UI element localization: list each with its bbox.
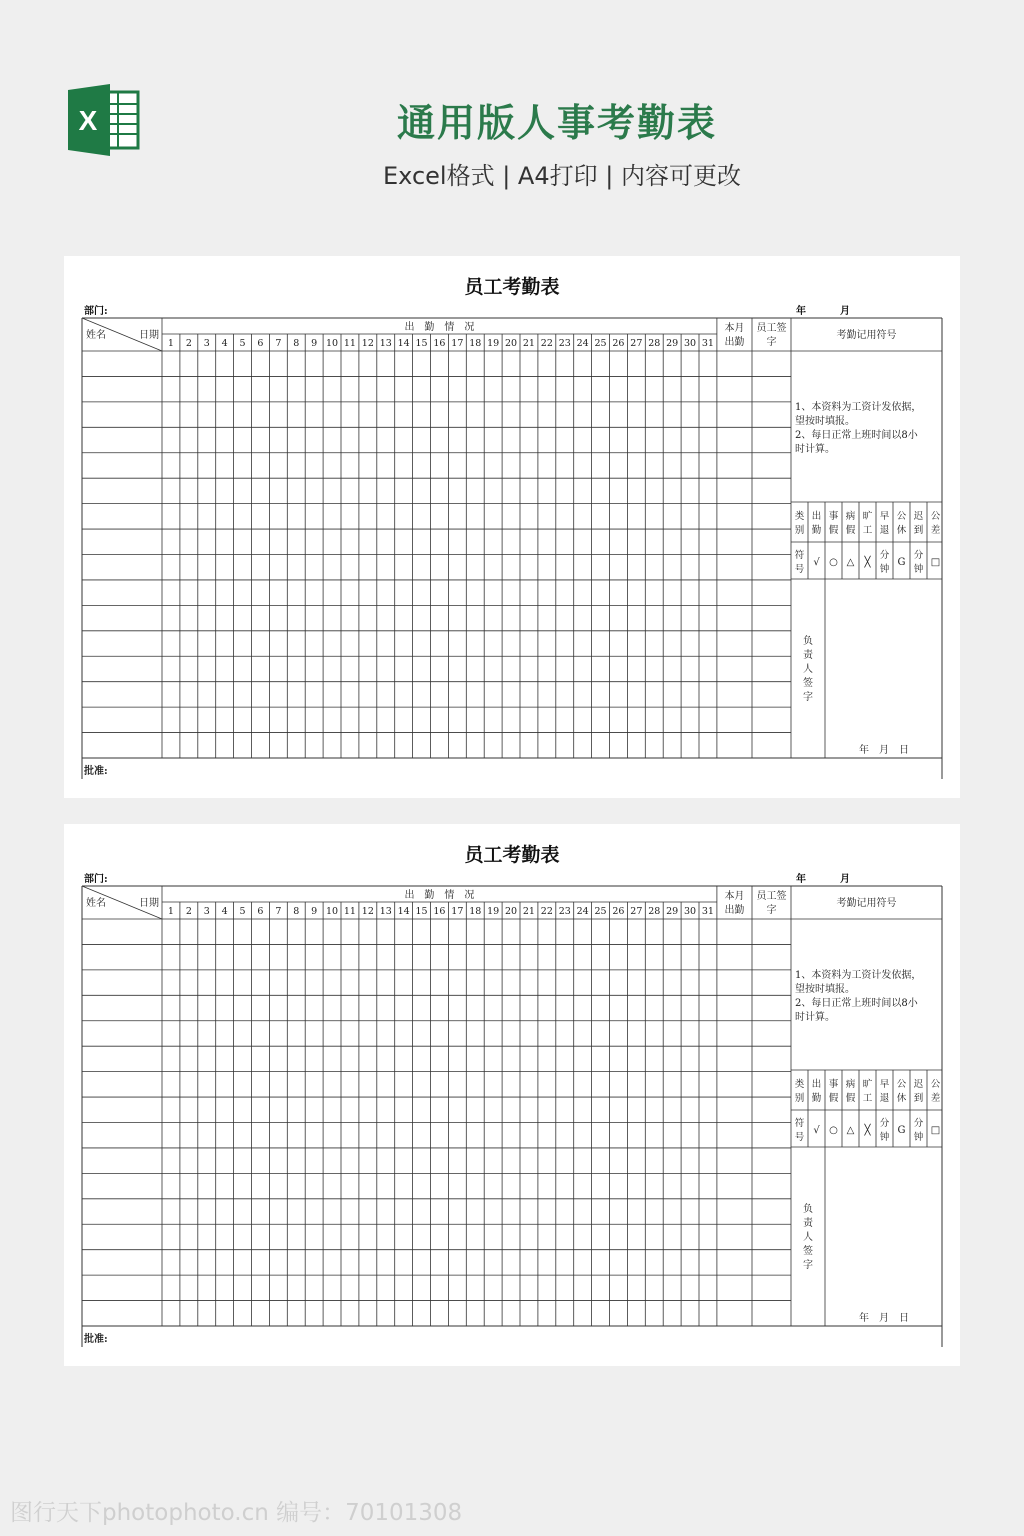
legend-name: 到 — [913, 1093, 924, 1104]
legend-name: 公 — [930, 511, 941, 522]
day-number: 1 — [167, 906, 174, 917]
note-text: 1、本资料为工资计发依据， — [795, 402, 922, 413]
name-label: 姓名 — [86, 898, 106, 909]
legend-name: 退 — [879, 525, 890, 536]
day-number: 23 — [558, 906, 571, 917]
legend-name: 出 — [811, 1079, 822, 1090]
legend-name: 假 — [828, 1093, 839, 1104]
day-number: 15 — [415, 906, 428, 917]
legend-symbol-label: 号 — [794, 1132, 805, 1143]
attendance-sheet-2 — [64, 824, 960, 1366]
legend-name: 休 — [896, 525, 907, 536]
legend-symbol: ○ — [829, 557, 838, 568]
day-number: 23 — [558, 338, 571, 349]
note-text: 望按时填报。 — [795, 984, 855, 995]
watermark: 图行天下photophoto.cn 编号：70101308 — [10, 1500, 463, 1526]
legend-symbol: 钟 — [879, 1132, 890, 1143]
day-number: 10 — [326, 906, 339, 917]
legend-symbol: 分 — [879, 1118, 890, 1129]
day-number: 14 — [397, 906, 410, 917]
legend-name: 旷 — [862, 511, 873, 522]
manager-sign-label: 签 — [803, 678, 813, 689]
employee-sign-label: 字 — [766, 905, 777, 916]
legend-symbol: 钟 — [879, 564, 890, 575]
day-number: 20 — [505, 338, 518, 349]
manager-sign-label: 负 — [803, 636, 813, 647]
sheet-title: 员工考勤表 — [464, 844, 560, 866]
dept-label: 部门: — [84, 874, 108, 885]
employee-sign-label: 字 — [766, 337, 777, 348]
note-text: 1、本资料为工资计发依据， — [795, 970, 922, 981]
legend-symbol-label: 符 — [794, 1118, 805, 1129]
employee-sign-label: 员工签 — [756, 891, 787, 902]
legend-symbol: ○ — [829, 1125, 838, 1136]
day-number: 7 — [275, 906, 282, 917]
legend-name: 事 — [828, 511, 839, 522]
day-number: 13 — [379, 906, 392, 917]
day-number: 30 — [684, 906, 697, 917]
legend-name: 假 — [845, 1093, 856, 1104]
approve-label: 批准: — [84, 1334, 108, 1345]
manager-sign-label: 责 — [803, 1218, 813, 1229]
legend-name: 退 — [879, 1093, 890, 1104]
day-number: 19 — [487, 338, 500, 349]
employee-sign-label: 员工签 — [756, 323, 787, 334]
legend-name: 工 — [862, 525, 873, 536]
month-attendance-label: 出勤 — [724, 905, 745, 916]
day-number: 2 — [185, 338, 192, 349]
legend-symbol: √ — [813, 1125, 820, 1136]
day-number: 21 — [522, 338, 535, 349]
day-number: 25 — [594, 906, 607, 917]
attendance-header: 出 勤 情 况 — [404, 322, 475, 333]
sheet-title: 员工考勤表 — [464, 276, 560, 298]
day-number: 22 — [540, 906, 553, 917]
day-number: 26 — [612, 906, 625, 917]
legend-symbol: 分 — [879, 550, 890, 561]
legend-category-label: 别 — [794, 1093, 805, 1104]
day-number: 7 — [275, 338, 282, 349]
legend-name: 病 — [845, 1079, 856, 1090]
day-number: 28 — [648, 906, 661, 917]
legend-name: 差 — [930, 525, 941, 536]
day-number: 22 — [540, 338, 553, 349]
legend-category-label: 别 — [794, 525, 805, 536]
year-label: 年 — [796, 306, 806, 317]
day-number: 10 — [326, 338, 339, 349]
legend-name: 出 — [811, 511, 822, 522]
day-number: 5 — [239, 338, 246, 349]
day-number: 9 — [311, 906, 318, 917]
day-number: 16 — [433, 338, 446, 349]
legend-name: 迟 — [913, 511, 924, 522]
legend-name: 勤 — [811, 525, 822, 536]
legend-symbol: G — [897, 557, 906, 568]
legend-name: 假 — [845, 525, 856, 536]
legend-symbol-label: 号 — [794, 564, 805, 575]
legend-name: 早 — [879, 511, 890, 522]
legend-name: 休 — [896, 1093, 907, 1104]
day-number: 18 — [469, 338, 482, 349]
day-number: 25 — [594, 338, 607, 349]
day-number: 14 — [397, 338, 410, 349]
attendance-sheet-1 — [64, 256, 960, 798]
legend-symbol-label: 符 — [794, 550, 805, 561]
day-number: 4 — [221, 338, 228, 349]
day-number: 12 — [361, 338, 374, 349]
day-number: 4 — [221, 906, 228, 917]
legend-symbol: □ — [930, 557, 941, 568]
day-number: 17 — [451, 338, 464, 349]
day-number: 20 — [505, 906, 518, 917]
legend-symbol: □ — [930, 1125, 941, 1136]
day-number: 6 — [257, 338, 264, 349]
day-number: 13 — [379, 338, 392, 349]
day-number: 24 — [576, 906, 589, 917]
day-number: 12 — [361, 906, 374, 917]
day-number: 30 — [684, 338, 697, 349]
day-number: 21 — [522, 906, 535, 917]
legend-symbol: 钟 — [913, 564, 924, 575]
dept-label: 部门: — [84, 306, 108, 317]
day-number: 17 — [451, 906, 464, 917]
manager-sign-label: 签 — [803, 1246, 813, 1257]
symbols-header: 考勤记用符号 — [836, 898, 897, 909]
legend-category-label: 类 — [794, 511, 805, 522]
legend-symbol: △ — [846, 557, 855, 568]
month-label: 月 — [840, 874, 850, 885]
legend-name: 到 — [913, 525, 924, 536]
legend-name: 勤 — [811, 1093, 822, 1104]
legend-name: 假 — [828, 525, 839, 536]
legend-name: 公 — [896, 1079, 907, 1090]
day-number: 29 — [666, 338, 679, 349]
banner-title: 通用版人事考勤表 — [396, 101, 717, 145]
note-text: 望按时填报。 — [795, 416, 855, 427]
legend-name: 迟 — [913, 1079, 924, 1090]
day-number: 9 — [311, 338, 318, 349]
legend-symbol: 分 — [913, 1118, 924, 1129]
symbols-header: 考勤记用符号 — [836, 330, 897, 341]
note-text: 2、每日正常上班时间以8小 — [795, 430, 918, 441]
day-number: 31 — [701, 906, 714, 917]
day-number: 29 — [666, 906, 679, 917]
legend-name: 工 — [862, 1093, 873, 1104]
sign-date-line: 年 月 日 — [859, 745, 909, 756]
legend-name: 早 — [879, 1079, 890, 1090]
legend-name: 差 — [930, 1093, 941, 1104]
day-number: 26 — [612, 338, 625, 349]
day-number: 27 — [630, 906, 643, 917]
day-number: 31 — [701, 338, 714, 349]
day-number: 11 — [343, 338, 356, 349]
attendance-grid — [64, 824, 960, 1366]
name-label: 姓名 — [86, 330, 106, 341]
day-number: 16 — [433, 906, 446, 917]
month-label: 月 — [840, 306, 850, 317]
day-number: 11 — [343, 906, 356, 917]
date-label: 日期 — [139, 898, 159, 909]
legend-symbol: 钟 — [913, 1132, 924, 1143]
day-number: 19 — [487, 906, 500, 917]
legend-symbol: ╳ — [864, 557, 871, 568]
day-number: 24 — [576, 338, 589, 349]
year-label: 年 — [796, 874, 806, 885]
approve-label: 批准: — [84, 766, 108, 777]
day-number: 27 — [630, 338, 643, 349]
legend-symbol: 分 — [913, 550, 924, 561]
legend-name: 病 — [845, 511, 856, 522]
legend-symbol: G — [897, 1125, 906, 1136]
day-number: 3 — [203, 906, 210, 917]
manager-sign-label: 人 — [803, 1232, 813, 1243]
month-attendance-label: 本月 — [724, 891, 745, 902]
date-label: 日期 — [139, 330, 159, 341]
legend-name: 旷 — [862, 1079, 873, 1090]
day-number: 1 — [167, 338, 174, 349]
day-number: 15 — [415, 338, 428, 349]
note-text: 时计算。 — [795, 444, 835, 455]
day-number: 2 — [185, 906, 192, 917]
manager-sign-label: 字 — [803, 1260, 813, 1271]
legend-symbol: ╳ — [864, 1125, 871, 1136]
day-number: 8 — [293, 906, 300, 917]
legend-name: 公 — [930, 1079, 941, 1090]
manager-sign-label: 人 — [803, 664, 813, 675]
legend-symbol: √ — [813, 557, 820, 568]
manager-sign-label: 责 — [803, 650, 813, 661]
day-number: 28 — [648, 338, 661, 349]
svg-text:X: X — [78, 105, 98, 136]
banner-subtitle: Excel格式 | A4打印 | 内容可更改 — [383, 162, 741, 190]
month-attendance-label: 本月 — [724, 323, 745, 334]
legend-name: 事 — [828, 1079, 839, 1090]
note-text: 2、每日正常上班时间以8小 — [795, 998, 918, 1009]
attendance-grid — [64, 256, 960, 798]
month-attendance-label: 出勤 — [724, 337, 745, 348]
attendance-header: 出 勤 情 况 — [404, 890, 475, 901]
day-number: 3 — [203, 338, 210, 349]
legend-category-label: 类 — [794, 1079, 805, 1090]
note-text: 时计算。 — [795, 1012, 835, 1023]
day-number: 8 — [293, 338, 300, 349]
sign-date-line: 年 月 日 — [859, 1313, 909, 1324]
legend-symbol: △ — [846, 1125, 855, 1136]
day-number: 5 — [239, 906, 246, 917]
manager-sign-label: 字 — [803, 692, 813, 703]
day-number: 6 — [257, 906, 264, 917]
legend-name: 公 — [896, 511, 907, 522]
day-number: 18 — [469, 906, 482, 917]
manager-sign-label: 负 — [803, 1204, 813, 1215]
